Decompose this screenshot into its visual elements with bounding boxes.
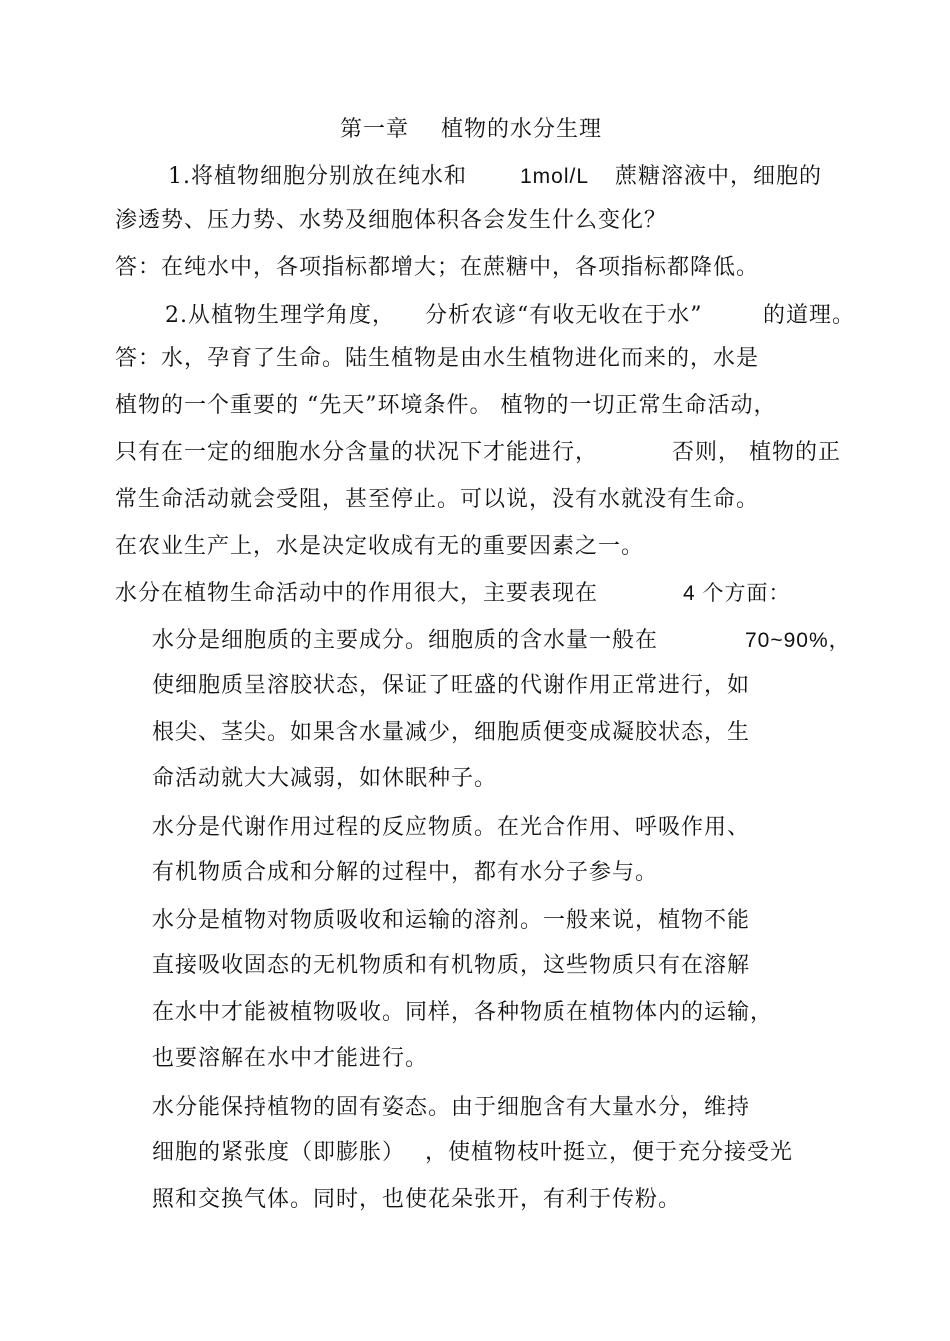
question-1-concentration: 1mol/L [520, 165, 590, 188]
question-2-part-a: 2.从植物生理学角度， [165, 303, 395, 328]
answer-2-line-6a: 水分在植物生命活动中的作用很大，主要表现在 [115, 581, 599, 606]
point-2-line-2: 有机物质合成和分解的过程中，都有水分子参与。 [152, 860, 659, 885]
point-3-line-2: 直接吸收固态的无机物质和有机物质，这些物质只有在溶解 [152, 953, 751, 978]
point-1-line-1a: 水分是细胞质的主要成分。细胞质的含水量一般在 [152, 628, 659, 653]
answer-2-line-5: 在农业生产上，水是决定收成有无的重要因素之一。 [115, 534, 645, 559]
point-4-line-3: 照和交换气体。同时，也使花朵张开，有利于传粉。 [152, 1187, 682, 1212]
answer-2-line-6b: 4 个方面： [683, 582, 791, 605]
point-1-percentage: 70~90%， [745, 629, 851, 652]
point-1-line-4: 命活动就大大减弱，如休眠种子。 [152, 766, 498, 791]
point-1-line-2: 使细胞质呈溶胶状态，保证了旺盛的代谢作用正常进行，如 [152, 673, 751, 698]
answer-2-line-1: 答：水，孕育了生命。陆生植物是由水生植物进化而来的，水是 [115, 346, 760, 371]
point-4-line-1: 水分能保持植物的固有姿态。由于细胞含有大量水分，维持 [152, 1095, 751, 1120]
question-1-part-c: 蔗糖溶液中，细胞的 [615, 164, 823, 189]
point-3-line-3: 在水中才能被植物吸收。同样，各种物质在植物体内的运输， [152, 1000, 774, 1025]
point-3-line-4: 也要溶解在水中才能进行。 [152, 1046, 429, 1071]
question-2-part-b: 分析农谚“有收无收在于水” [425, 303, 703, 328]
question-2-part-c: 的道理。 [763, 303, 856, 328]
point-4-line-2a: 细胞的紧张度（即膨胀） [152, 1140, 406, 1165]
point-4-line-2b: ，使植物枝叶挺立，便于充分接受光 [425, 1140, 794, 1165]
chapter-title: 植物的水分生理 [441, 117, 603, 142]
point-1-line-3: 根尖、茎尖。如果含水量减少，细胞质便变成凝胶状态，生 [152, 720, 751, 745]
answer-2-line-2: 植物的一个重要的 “先天”环境条件。 植物的一切正常生命活动， [115, 393, 777, 418]
answer-2-line-4: 常生命活动就会受阻，甚至停止。可以说，没有水就没有生命。 [115, 487, 760, 512]
chapter-number: 第一章 [340, 117, 410, 142]
answer-2-line-3a: 只有在一定的细胞水分含量的状况下才能进行， [115, 440, 599, 465]
question-1-line-2: 渗透势、压力势、水势及细胞体积各会发生什么变化？ [115, 208, 668, 233]
question-1-part-a: 1.将植物细胞分别放在纯水和 [168, 164, 467, 189]
answer-2-line-3b: 否则， 植物的正 [672, 440, 841, 465]
answer-1: 答：在纯水中，各项指标都增大；在蔗糖中，各项指标都降低。 [115, 255, 760, 280]
point-2-line-1: 水分是代谢作用过程的反应物质。在光合作用、呼吸作用、 [152, 815, 751, 840]
point-3-line-1: 水分是植物对物质吸收和运输的溶剂。一般来说，植物不能 [152, 908, 751, 933]
